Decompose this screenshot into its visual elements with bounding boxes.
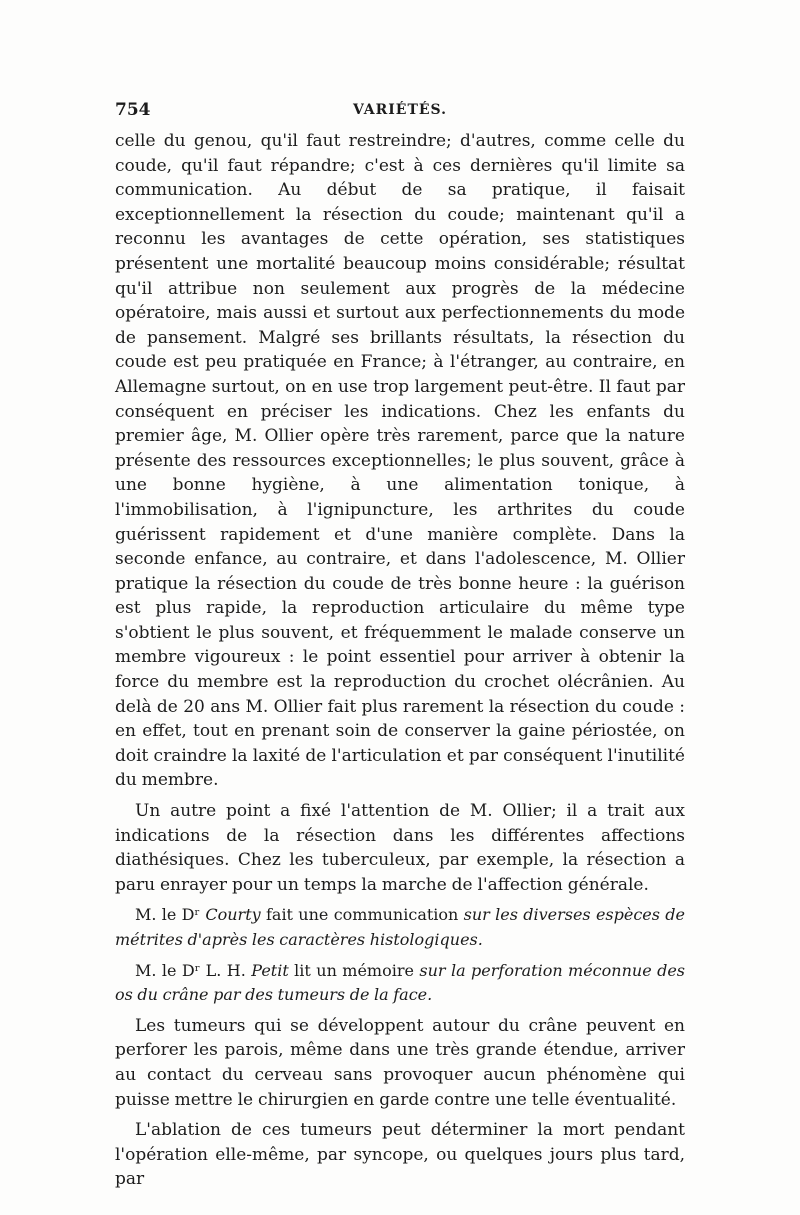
petit-middle: lit un mémoire	[288, 960, 420, 980]
paragraph-courty	[115, 903, 685, 952]
paragraph-ablation: L'ablation de ces tumeurs peut déterminer la mort pendant l'opération elle-même, par syncope, ou quelques jours plus tard, par	[115, 1120, 685, 1190]
paragraph-petit	[115, 959, 685, 1008]
body-text	[115, 129, 685, 1192]
courty-title: sur les diverses espèces de métrites d'après les caractères histologiques.	[115, 905, 686, 949]
petit-name: Petit	[251, 960, 289, 980]
courty-lead: M. le Dʳ	[135, 905, 206, 925]
paragraph-diathesiques: Un autre point a fixé l'attention de M. Ollier; il a trait aux indications de la résection dans les différentes affections diathésiques. Chez les tuberculeux, par exemple, la résection a paru enrayer pour un temps la marche de l'affection générale.	[115, 801, 685, 895]
paragraph-tumeurs: Les tumeurs qui se développent autour du crâne peuvent en perforer les parois, même dans une très grande étendue, arriver au contact du cerveau sans provoquer aucun phénomène qui puisse mettre le chirurgien en garde contre une telle éventualité.	[115, 1015, 685, 1110]
petit-title: sur la perforation méconnue des os du crâne par des tumeurs de la face.	[115, 960, 685, 1005]
running-head	[115, 100, 685, 126]
petit-lead: M. le Dʳ L. H.	[135, 960, 252, 980]
paragraph-resection-coude: celle du genou, qu'il faut restreindre; d'autres, comme celle du coude, qu'il faut répandre; c'est à ces dernières qu'il limite sa communication. Au début de sa pratique, il faisait exceptionnellement la résection du coude; maintenant qu'il a reconnu les avantages de cette opération, ses statistiques présentent une mortalité beaucoup moins considérable; résultat qu'il attribue non seulement aux progrès de la médecine opératoire, mais aussi et surtout aux perfectionnements du mode de pansement. Malgré ses brillants résultats, la résection du coude est peu pratiquée en France; à l'étranger, au contraire, en Allemagne surtout, on en use trop largement peut-être. Il faut par conséquent en préciser les indications. Chez les enfants du premier âge, M. Ollier opère très rarement, parce que la nature présente des ressources exceptionnelles; le plus souvent, grâce à une bonne hygiène, à une alimentation tonique, à l'immobilisation, à l'ignipuncture, les arthrites du coude guérissent rapidement et d'une manière complète. Dans la seconde enfance, au contraire, et dans l'adolescence, M. Ollier pratique la résection du coude de très bonne heure : la guérison est plus rapide, la reproduction articulaire du même type s'obtient le plus souvent, et fréquemment le malade conserve un membre vigoureux : le point essentiel pour arriver à obtenir la force du membre est la reproduction du crochet olécrânien. Au delà de 20 ans M. Ollier fait plus rarement la résection du coude : en effet, tout en prenant soin de conserver la gaine périostée, on doit craindre la laxité de l'articulation et par conséquent l'inutilité du membre.	[115, 131, 685, 791]
header-title: VARIÉTÉS.	[352, 102, 448, 118]
courty-name: Courty	[205, 905, 261, 925]
courty-middle: fait une communication	[260, 905, 464, 925]
page-number: 754	[115, 100, 151, 120]
